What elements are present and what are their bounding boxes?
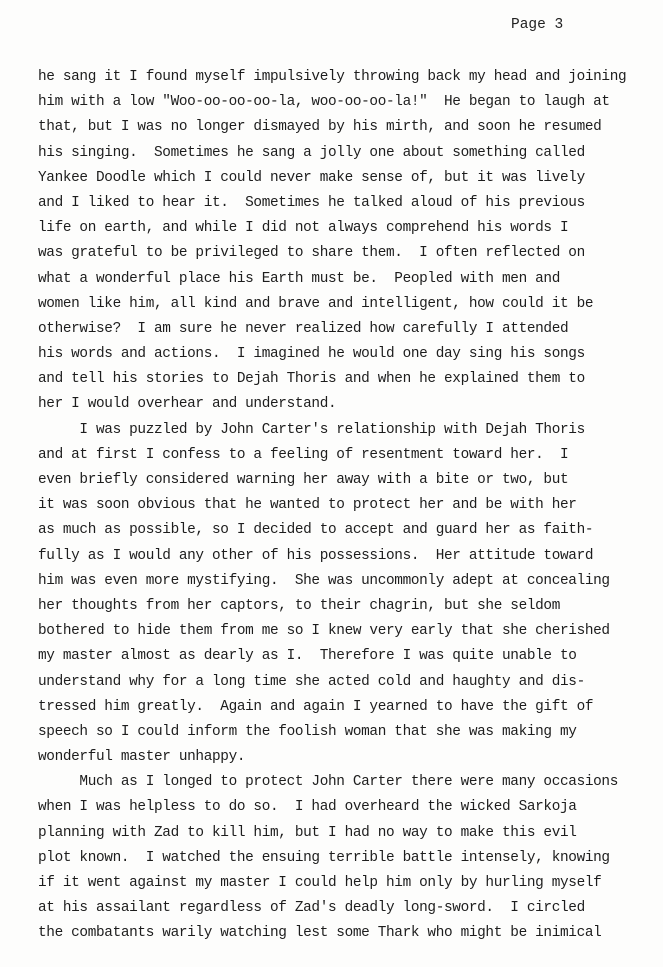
text-line: I was puzzled by John Carter's relationship with Dejah Thoris (38, 421, 585, 438)
text-line: tressed him greatly. Again and again I yearned to have the gift of (38, 698, 594, 715)
text-line: he sang it I found myself impulsively throwing back my head and joining (38, 69, 627, 85)
text-line: even briefly considered warning her away with a bite or two, but (38, 472, 569, 488)
text-line: otherwise? I am sure he never realized how carefully I attended (38, 320, 569, 337)
text-line: Yankee Doodle which I could never make sense of, but it was lively (38, 169, 585, 186)
text-line: fully as I would any other of his possessions. Her attitude toward (38, 547, 594, 564)
text-line: women like him, all kind and brave and intelligent, how could it be (38, 295, 594, 312)
text-line: what a wonderful place his Earth must be. Peopled with men and (38, 270, 561, 287)
text-line: planning with Zad to kill him, but I had no way to make this evil (38, 824, 577, 841)
text-line: his singing. Sometimes he sang a jolly one about something called (38, 144, 585, 161)
text-line: speech so I could inform the foolish woman that she was making my (38, 723, 577, 740)
text-line: the combatants warily watching lest some Thark who might be inimical (38, 925, 602, 942)
text-line: when I was helpless to do so. I had overheard the wicked Sarkoja (38, 799, 577, 816)
text-line: his words and actions. I imagined he would one day sing his songs (38, 346, 585, 363)
text-line: at his assailant regardless of Zad's deadly long-sword. I circled (38, 900, 585, 917)
page-number: Page 3 (511, 17, 564, 33)
text-line: bothered to hide them from me so I knew very early that she cherished (38, 623, 610, 640)
text-line: understand why for a long time she acted cold and haughty and dis- (38, 673, 585, 690)
text-line: wonderful master unhappy. (38, 749, 246, 766)
text-line: as much as possible, so I decided to accept and guard her as faith- (38, 522, 594, 539)
text-line: her thoughts from her captors, to their chagrin, but she seldom (38, 597, 561, 614)
text-line: that, but I was no longer dismayed by his mirth, and soon he resumed (38, 119, 602, 136)
text-line: was grateful to be privileged to share them. I often reflected on (38, 245, 585, 262)
text-line: him with a low "Woo-oo-oo-oo-la, woo-oo-oo-la!" He began to laugh at (38, 94, 610, 111)
text-line: plot known. I watched the ensuing terrible battle intensely, knowing (38, 849, 610, 866)
text-line: Much as I longed to protect John Carter there were many occasions (38, 774, 619, 791)
text-line: and at first I confess to a feeling of resentment toward her. I (38, 446, 569, 463)
body-text (38, 65, 658, 947)
text-line: and I liked to hear it. Sometimes he talked aloud of his previous (38, 194, 585, 211)
text-line: my master almost as dearly as I. Therefore I was quite unable to (38, 648, 577, 665)
text-line: him was even more mystifying. She was uncommonly adept at concealing (38, 572, 610, 589)
text-line: it was soon obvious that he wanted to protect her and be with her (38, 497, 577, 514)
text-line: life on earth, and while I did not always comprehend his words I (38, 220, 569, 237)
text-line: and tell his stories to Dejah Thoris and when he explained them to (38, 371, 585, 388)
text-line: if it went against my master I could help him only by hurling myself (38, 875, 602, 891)
text-line: her I would overhear and understand. (38, 396, 337, 413)
